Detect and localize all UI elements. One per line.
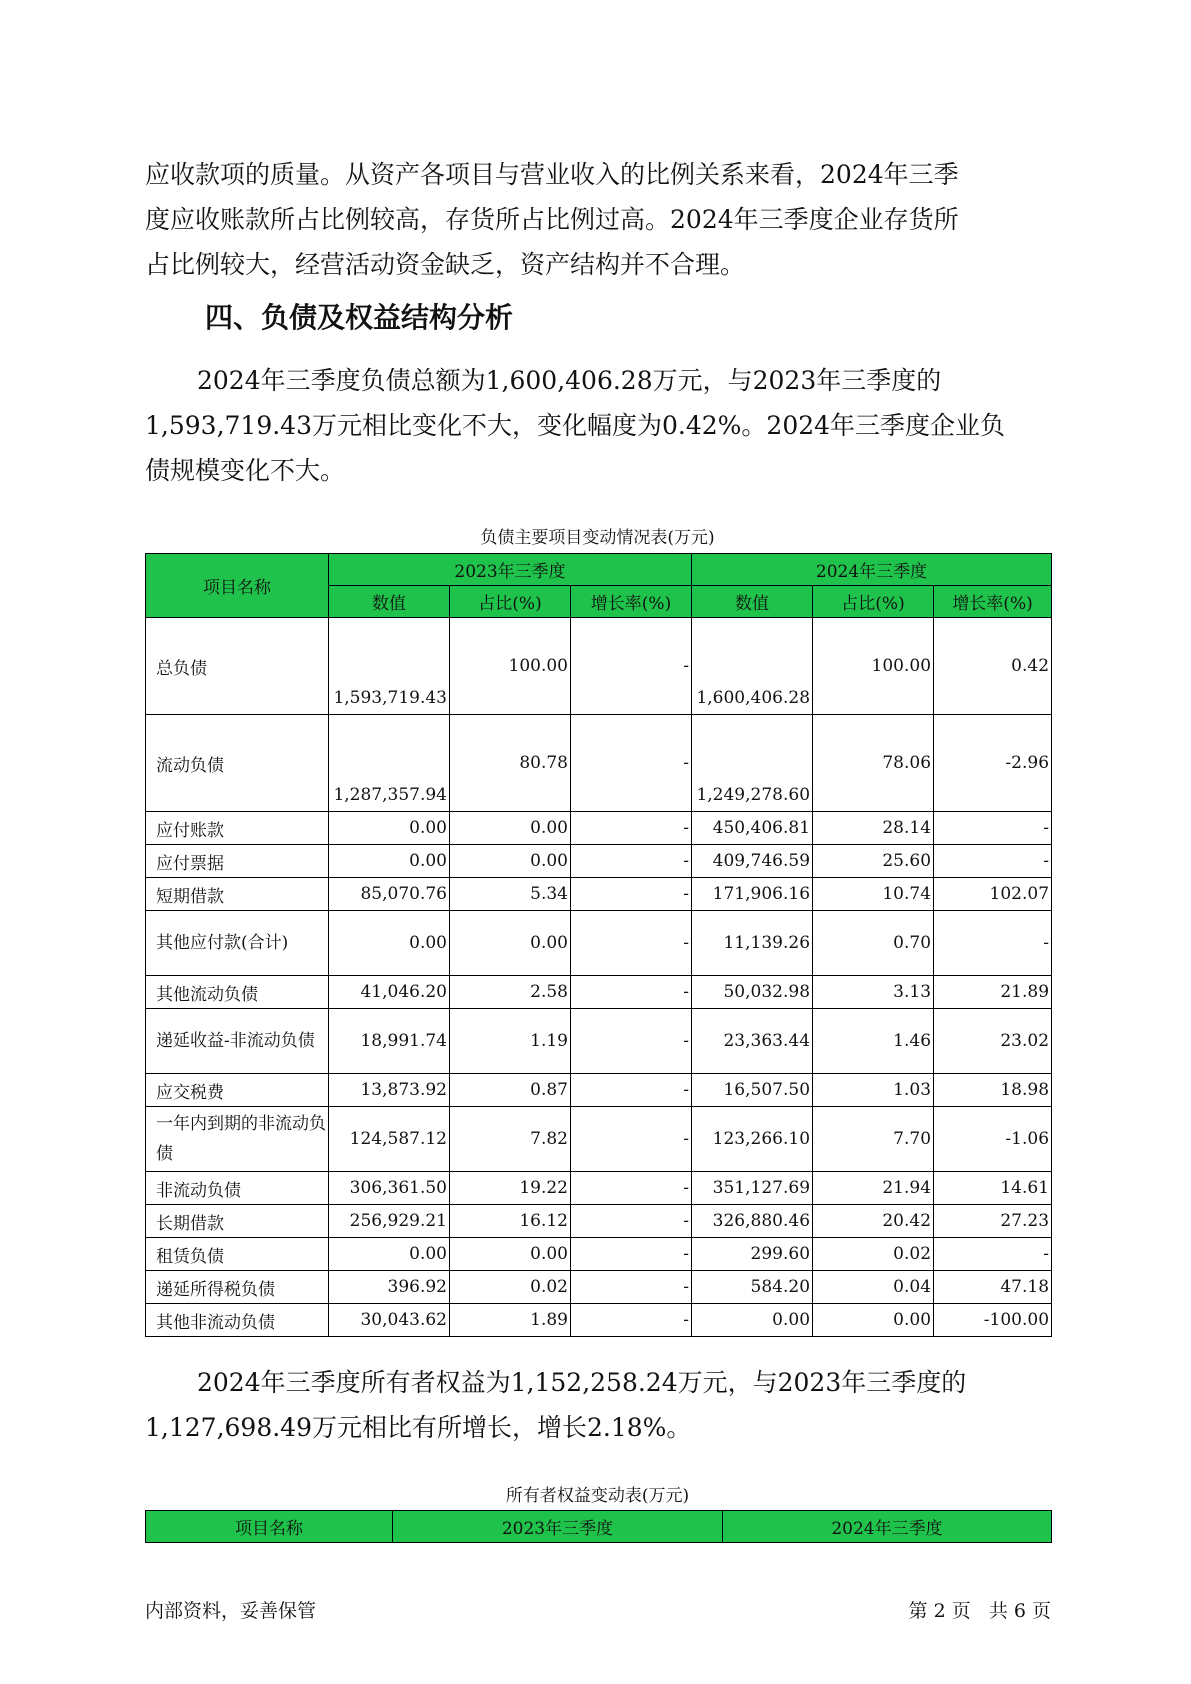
cell-p24: 0.02 (813, 1238, 934, 1271)
intro-line: 占比例较大，经营活动资金缺乏，资产结构并不合理。 (145, 250, 746, 279)
cell-p23: 0.87 (450, 1074, 571, 1107)
row-name: 流动负债 (146, 715, 329, 812)
cell-p24: 7.70 (813, 1107, 934, 1172)
cell-p23: 0.00 (450, 911, 571, 976)
cell-g24: - (934, 1238, 1052, 1271)
cell-g24: 102.07 (934, 878, 1052, 911)
cell-p23: 19.22 (450, 1172, 571, 1205)
cell-g24: -1.06 (934, 1107, 1052, 1172)
footer-left: 内部资料，妥善保管 (145, 1600, 317, 1622)
cell-g24: 14.61 (934, 1172, 1052, 1205)
cell-p24: 21.94 (813, 1172, 934, 1205)
intro-paragraph (145, 152, 1050, 287)
table-row (146, 1271, 1052, 1304)
cell-v24: 584.20 (692, 1271, 813, 1304)
cell-v23: 0.00 (329, 1238, 450, 1271)
table-row (146, 1304, 1052, 1337)
intro-line: 度应收账款所占比例较高，存货所占比例过高。2024年三季度企业存货所 (145, 205, 959, 234)
cell-v23: 85,070.76 (329, 878, 450, 911)
table-row (146, 618, 1052, 715)
liability-table-body (146, 618, 1052, 1337)
cell-p24: 78.06 (813, 715, 934, 812)
cell-v24: 16,507.50 (692, 1074, 813, 1107)
intro-line: 应收款项的质量。从资产各项目与营业收入的比例关系来看，2024年三季 (145, 160, 959, 189)
cell-v23: 1,287,357.94 (329, 715, 450, 812)
table-row (146, 845, 1052, 878)
row-name: 长期借款 (146, 1205, 329, 1238)
period-2024-header: 2024年三季度 (692, 554, 1052, 586)
cell-v23: 41,046.20 (329, 976, 450, 1009)
sub-header-value-2023: 数值 (329, 586, 450, 618)
row-name: 总负债 (146, 618, 329, 715)
cell-v24: 1,600,406.28 (692, 618, 813, 715)
cell-p23: 0.02 (450, 1271, 571, 1304)
cell-p24: 10.74 (813, 878, 934, 911)
row-name: 其他非流动负债 (146, 1304, 329, 1337)
liability-line: 1,593,719.43万元相比变化不大，变化幅度为0.42%。2024年三季度企业负 (145, 411, 1006, 440)
cell-g24: 21.89 (934, 976, 1052, 1009)
table-row (146, 715, 1052, 812)
table-row (146, 1009, 1052, 1074)
cell-g23: - (571, 1304, 692, 1337)
cell-v24: 351,127.69 (692, 1172, 813, 1205)
cell-p23: 0.00 (450, 812, 571, 845)
cell-p23: 2.58 (450, 976, 571, 1009)
cell-v24: 0.00 (692, 1304, 813, 1337)
cell-v24: 450,406.81 (692, 812, 813, 845)
cell-g23: - (571, 878, 692, 911)
cell-v24: 123,266.10 (692, 1107, 813, 1172)
cell-g24: -100.00 (934, 1304, 1052, 1337)
equity-period-2024-header: 2024年三季度 (723, 1511, 1052, 1543)
cell-v23: 0.00 (329, 911, 450, 976)
cell-v23: 256,929.21 (329, 1205, 450, 1238)
cell-v23: 0.00 (329, 845, 450, 878)
liability-line: 2024年三季度负债总额为1,600,406.28万元，与2023年三季度的 (197, 366, 942, 395)
cell-v24: 326,880.46 (692, 1205, 813, 1238)
row-name: 应付票据 (146, 845, 329, 878)
cell-v24: 11,139.26 (692, 911, 813, 976)
cell-g24: 27.23 (934, 1205, 1052, 1238)
col-item-header: 项目名称 (146, 554, 329, 618)
cell-g24: 47.18 (934, 1271, 1052, 1304)
cell-p24: 1.03 (813, 1074, 934, 1107)
cell-g23: - (571, 1271, 692, 1304)
cell-g23: - (571, 911, 692, 976)
cell-g23: - (571, 976, 692, 1009)
row-name: 其他应付款(合计) (146, 911, 329, 976)
cell-p24: 1.46 (813, 1009, 934, 1074)
cell-p23: 1.89 (450, 1304, 571, 1337)
row-name: 租赁负债 (146, 1238, 329, 1271)
table-row (146, 1074, 1052, 1107)
cell-v24: 1,249,278.60 (692, 715, 813, 812)
row-name: 短期借款 (146, 878, 329, 911)
cell-p23: 16.12 (450, 1205, 571, 1238)
cell-v24: 50,032.98 (692, 976, 813, 1009)
cell-v24: 299.60 (692, 1238, 813, 1271)
row-name: 递延收益-非流动负债 (146, 1009, 329, 1074)
cell-v23: 306,361.50 (329, 1172, 450, 1205)
table-row (146, 1205, 1052, 1238)
cell-v23: 18,991.74 (329, 1009, 450, 1074)
cell-g24: - (934, 845, 1052, 878)
equity-period-2023-header: 2023年三季度 (393, 1511, 723, 1543)
cell-v23: 30,043.62 (329, 1304, 450, 1337)
cell-g23: - (571, 1107, 692, 1172)
sub-header-growth-2023: 增长率(%) (571, 586, 692, 618)
cell-g23: - (571, 845, 692, 878)
cell-g24: - (934, 812, 1052, 845)
table-row (146, 1172, 1052, 1205)
cell-g24: 23.02 (934, 1009, 1052, 1074)
liability-table-caption: 负债主要项目变动情况表(万元) (480, 528, 715, 548)
cell-p24: 0.04 (813, 1271, 934, 1304)
cell-g23: - (571, 812, 692, 845)
cell-p23: 7.82 (450, 1107, 571, 1172)
cell-p24: 0.70 (813, 911, 934, 976)
cell-v23: 1,593,719.43 (329, 618, 450, 715)
cell-p23: 0.00 (450, 1238, 571, 1271)
footer-page-number: 第 2 页 共 6 页 (908, 1600, 1051, 1622)
row-name: 递延所得税负债 (146, 1271, 329, 1304)
cell-p23: 80.78 (450, 715, 571, 812)
cell-p24: 100.00 (813, 618, 934, 715)
table-row (146, 1107, 1052, 1172)
cell-p24: 28.14 (813, 812, 934, 845)
period-2023-header: 2023年三季度 (329, 554, 692, 586)
cell-v24: 171,906.16 (692, 878, 813, 911)
cell-v23: 0.00 (329, 812, 450, 845)
cell-g23: - (571, 1009, 692, 1074)
cell-v23: 396.92 (329, 1271, 450, 1304)
cell-v23: 13,873.92 (329, 1074, 450, 1107)
equity-col-item-header: 项目名称 (146, 1511, 393, 1543)
cell-p23: 5.34 (450, 878, 571, 911)
cell-g24: - (934, 911, 1052, 976)
cell-p24: 20.42 (813, 1205, 934, 1238)
cell-g23: - (571, 715, 692, 812)
sub-header-value-2024: 数值 (692, 586, 813, 618)
sub-header-share-2023: 占比(%) (450, 586, 571, 618)
section-heading: 四、负债及权益结构分析 (205, 301, 514, 334)
row-name: 其他流动负债 (146, 976, 329, 1009)
row-name: 应付账款 (146, 812, 329, 845)
table-row (146, 976, 1052, 1009)
cell-g23: - (571, 618, 692, 715)
row-name: 应交税费 (146, 1074, 329, 1107)
cell-p23: 1.19 (450, 1009, 571, 1074)
equity-paragraph (145, 1360, 1050, 1450)
liability-line: 债规模变化不大。 (145, 456, 346, 485)
cell-g24: 18.98 (934, 1074, 1052, 1107)
cell-p23: 100.00 (450, 618, 571, 715)
cell-g23: - (571, 1074, 692, 1107)
cell-p24: 25.60 (813, 845, 934, 878)
table-row (146, 1238, 1052, 1271)
equity-table-caption: 所有者权益变动表(万元) (505, 1486, 690, 1506)
sub-header-growth-2024: 增长率(%) (934, 586, 1052, 618)
cell-v24: 409,746.59 (692, 845, 813, 878)
table-row (146, 911, 1052, 976)
equity-line: 2024年三季度所有者权益为1,152,258.24万元，与2023年三季度的 (197, 1368, 967, 1397)
cell-p23: 0.00 (450, 845, 571, 878)
cell-v24: 23,363.44 (692, 1009, 813, 1074)
cell-v23: 124,587.12 (329, 1107, 450, 1172)
liability-table (145, 553, 1052, 1337)
cell-g23: - (571, 1205, 692, 1238)
row-name: 一年内到期的非流动负债 (146, 1107, 329, 1172)
equity-table (145, 1510, 1052, 1543)
cell-p24: 0.00 (813, 1304, 934, 1337)
table-row (146, 812, 1052, 845)
liability-paragraph (145, 358, 1050, 493)
table-row (146, 878, 1052, 911)
cell-g23: - (571, 1238, 692, 1271)
sub-header-share-2024: 占比(%) (813, 586, 934, 618)
cell-p24: 3.13 (813, 976, 934, 1009)
cell-g24: -2.96 (934, 715, 1052, 812)
row-name: 非流动负债 (146, 1172, 329, 1205)
cell-g24: 0.42 (934, 618, 1052, 715)
cell-g23: - (571, 1172, 692, 1205)
equity-line: 1,127,698.49万元相比有所增长，增长2.18%。 (145, 1413, 692, 1442)
